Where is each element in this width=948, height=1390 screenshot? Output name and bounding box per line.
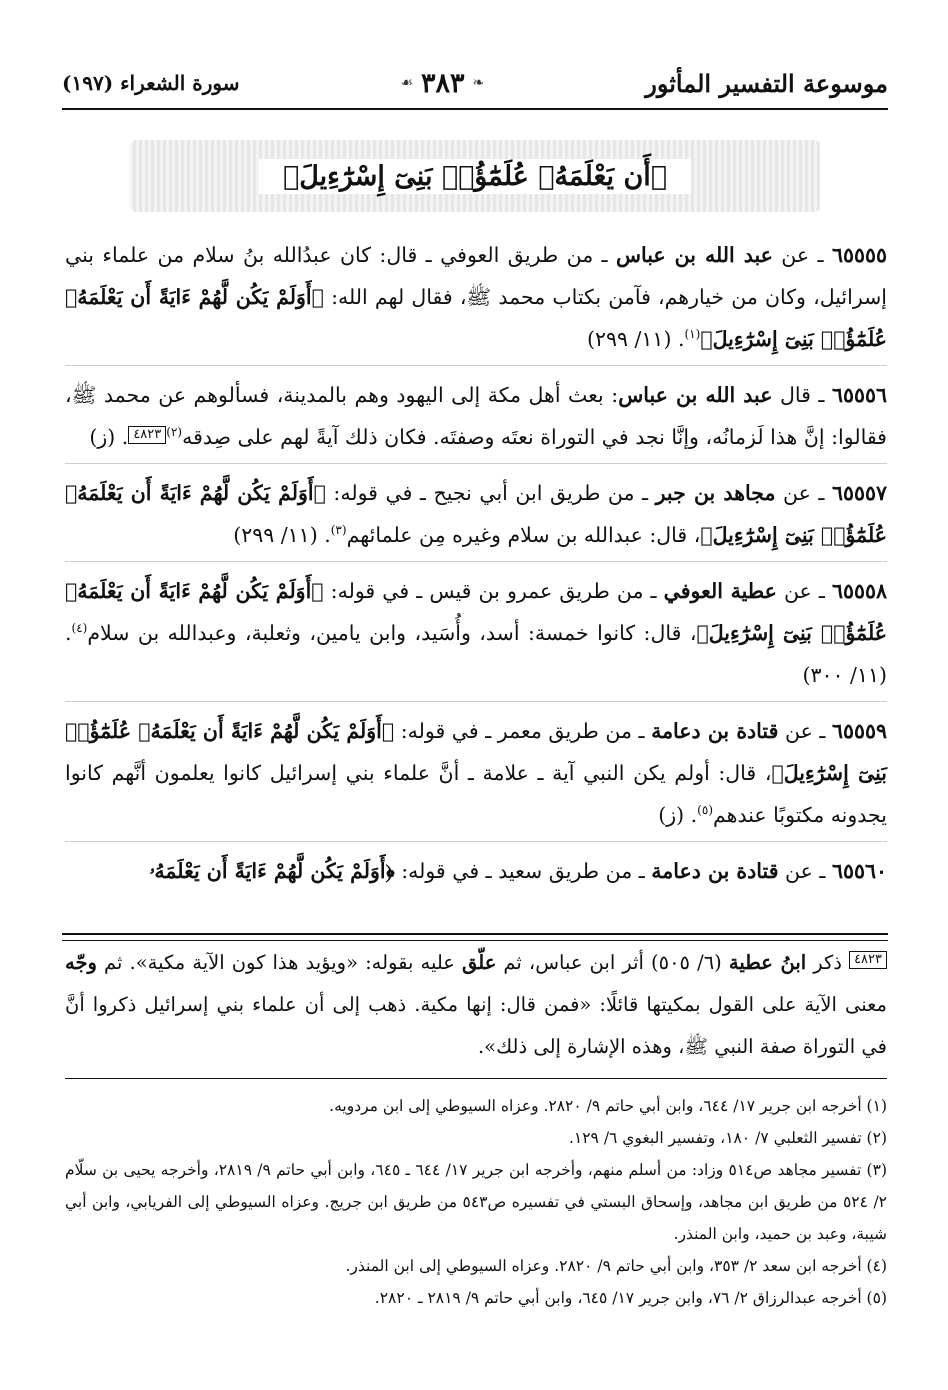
narration-text: ـ من طريق العوفي ـ قال: كان عبدُالله بنُ سلام من علماء بني إسرائيل، وكان من خيارهم، فآمن بكتاب محمد ﷺ، فقال لهم الله: xyxy=(65,243,888,309)
narration-item xyxy=(65,570,887,702)
narration-reference: . (١١/ ٢٩٩) xyxy=(586,327,685,351)
narration-reference: . (١١/ ٢٩٩) xyxy=(233,523,331,547)
quran-verse: ﴿أَوَلَمْ يَكُن لَّهُمْ ءَايَةً أَن يَعْلَمَهُۥ xyxy=(149,859,395,883)
commentary-number-box: ٤٨٢٣ xyxy=(849,951,887,969)
footnotes xyxy=(65,1090,887,1314)
narration-item xyxy=(65,472,887,562)
footnote-marker[interactable]: (٣) xyxy=(330,523,347,538)
narrator-name: عطية العوفي xyxy=(663,579,777,603)
narrations xyxy=(65,234,887,905)
narrator-name: عبد الله بن عباس xyxy=(618,383,773,407)
narration-text: ـ عن xyxy=(776,579,832,603)
narration-text: ـ عن xyxy=(778,719,832,743)
book-title: موسوعة التفسير المأثور xyxy=(645,68,888,98)
quran-verse: ﴿أَوَلَمْ يَكُن لَّهُمْ ءَايَةً أَن يَعْلَمَهُۥ عُلَمَٰٓؤُا۟ بَنِىٓ إِسْرَٰٓءِيلَ﴾ xyxy=(65,579,887,645)
narration-text: ـ من طريق سعيد ـ في قوله: xyxy=(394,859,652,883)
commentary-text: (٦/ ٥٠٥) أثر ابن عباس، ثم xyxy=(496,951,729,974)
narration-text: ـ من طريق عمرو بن قيس ـ في قوله: xyxy=(323,579,664,603)
narration-number: ٦٥٥٦٠ xyxy=(831,859,887,883)
footnote-item: (١) أخرجه ابن جرير ١٧/ ٦٤٤، وابن أبي حاتم ٩/ ٢٨٢٠. وعزاه السيوطي إلى ابن مردويه. xyxy=(329,1097,887,1115)
page-header xyxy=(62,58,888,110)
narration-number: ٦٥٥٥٧ xyxy=(831,481,888,505)
narration-number: ٦٥٥٥٨ xyxy=(831,579,888,603)
narration-item xyxy=(65,234,887,366)
narration-item xyxy=(65,710,887,842)
commentary-text: عليه بقوله: «ويؤيد هذا كون الآية مكية». ثم xyxy=(96,951,462,974)
page-number: ٣٨٣ xyxy=(421,67,465,99)
narration-text: : بعث أهل مكة إلى اليهود وهم بالمدينة، فسألوهم عن محمد ﷺ، فقالوا: إنَّ هذا لَزمانُه، وإنَّا نجد في التوراة نعتَه وصفتَه. فكان ذلك آيةً لهم على صِدقه xyxy=(65,383,887,449)
commentary-note xyxy=(65,942,887,1068)
narrator-name: قتادة بن دعامة xyxy=(651,859,779,883)
narration-reference: . (١١/ ٣٠٠) xyxy=(65,621,887,687)
commentary-keyword: وجّه xyxy=(65,951,97,974)
page-number-group xyxy=(400,68,484,99)
ornament-right-icon: ❧ xyxy=(472,75,485,91)
commentary-text: معنى الآية على القول بمكيتها قائلًا: «فمن قال: إنها مكية. ذهب إلى أن علماء بني إسرائيل ذكروا أنَّ في التوراة صفة النبي ﷺ، وهذه الإشارة إلى ذلك». xyxy=(65,993,887,1058)
banner-verse: ﴿أَن يَعْلَمَهُۥ عُلَمَٰٓؤُا۟ بَنِىٓ إِسْرَٰٓءِيلَ﴾ xyxy=(259,159,691,194)
footnote-marker[interactable]: (٥) xyxy=(697,803,713,818)
narration-text: ، قال: كانوا خمسة: أسد، وأُسَيد، وابن يامين، وثعلبة، وعبدالله بن سلام xyxy=(87,621,697,645)
narration-text: ، قال: عبدالله بن سلام وغيره مِن علمائهم xyxy=(346,523,701,547)
surah-reference: سورة الشعراء (١٩٧) xyxy=(62,71,240,95)
commentator-name: ابنُ عطية xyxy=(728,951,807,974)
narrator-name: عبد الله بن عباس xyxy=(615,243,773,267)
narration-reference: . (ز) xyxy=(658,803,698,827)
narration-text: ـ من طريق ابن أبي نجيح ـ في قوله: xyxy=(325,481,656,505)
footnote-item: (٣) تفسير مجاهد ص٥١٤ وزاد: من أسلم منهم، وأخرجه ابن جرير ١٧/ ٦٤٤ ـ ٦٤٥، وابن أبي حاتم ٩/ ٢٨١٩، وأخرجه يحيى بن سلّام ٢/ ٥٢٤ من طريق ابن مجاهد، وإسحاق البستي في تفسيره ص٥٤٣ من طريق ابن جريج. وعزاه السيوطي إلى الفريابي، وابن أبي شيبة، وعبد بن حميد، وابن المنذر. xyxy=(65,1161,887,1243)
commentary-keyword: علّق xyxy=(462,951,497,974)
narration-text: ـ عن xyxy=(778,859,832,883)
quran-verse: ﴿أَوَلَمْ يَكُن لَّهُمْ ءَايَةً أَن يَعْلَمَهُۥ عُلَمَٰٓؤُا۟ بَنِىٓ إِسْرَٰٓءِيلَ﴾ xyxy=(65,285,887,351)
ornament-left-icon: ☙ xyxy=(400,75,414,91)
narration-text: ـ عن xyxy=(772,243,832,267)
commentary-text: ذكر xyxy=(806,951,850,974)
narration-item xyxy=(65,374,887,464)
narration-number: ٦٥٥٥٩ xyxy=(831,719,887,743)
narration-text: ـ عن xyxy=(775,481,832,505)
narration-item xyxy=(65,850,887,897)
narration-text: ـ من طريق معمر ـ في قوله: xyxy=(394,719,652,743)
footnote-item: (٢) تفسير الثعلبي ٧/ ١٨٠، وتفسير البغوي ٦/ ١٢٩. xyxy=(568,1129,887,1147)
quran-verse: ﴿أَوَلَمْ يَكُن لَّهُمْ ءَايَةً أَن يَعْلَمَهُۥ عُلَمَٰٓؤُا۟ بَنِىٓ إِسْرَٰٓءِيلَ﴾ xyxy=(65,719,887,785)
footnote-marker[interactable]: (١) xyxy=(684,327,701,342)
commentary-reference-box[interactable]: ٤٨٢٣ xyxy=(128,426,166,444)
narrator-name: مجاهد بن جبر xyxy=(655,481,776,505)
narration-number: ٦٥٥٥٥ xyxy=(831,243,887,267)
commentary-divider xyxy=(62,933,888,941)
footnote-divider xyxy=(65,1078,887,1079)
quran-verse: ﴿أَوَلَمْ يَكُن لَّهُمْ ءَايَةً أَن يَعْلَمَهُۥ عُلَمَٰٓؤُا۟ بَنِىٓ إِسْرَٰٓءِيلَ﴾ xyxy=(65,481,887,547)
narrator-name: قتادة بن دعامة xyxy=(651,719,779,743)
footnote-marker[interactable]: (٤) xyxy=(71,621,88,636)
narration-text: ـ قال xyxy=(772,383,832,407)
narration-reference: . (ز) xyxy=(89,425,129,449)
verse-banner xyxy=(130,140,820,212)
narration-number: ٦٥٥٥٦ xyxy=(831,383,887,407)
footnote-item: (٤) أخرجه ابن سعد ٢/ ٣٥٣، وابن أبي حاتم ٩/ ٢٨٢٠. وعزاه السيوطي إلى ابن المنذر. xyxy=(345,1257,887,1275)
narration-text: ، قال: أولم يكن النبي آية ـ علامة ـ أنَّ علماء بني إسرائيل كانوا يعلمون أنَّهم كانوا يجدونه مكتوبًا عندهم xyxy=(65,761,887,827)
footnote-marker[interactable]: (٢) xyxy=(166,425,183,440)
footnote-item: (٥) أخرجه عبدالرزاق ٢/ ٧٦، وابن جرير ١٧/ ٦٤٥، وابن أبي حاتم ٩/ ٢٨١٩ ـ ٢٨٢٠. xyxy=(374,1289,887,1307)
